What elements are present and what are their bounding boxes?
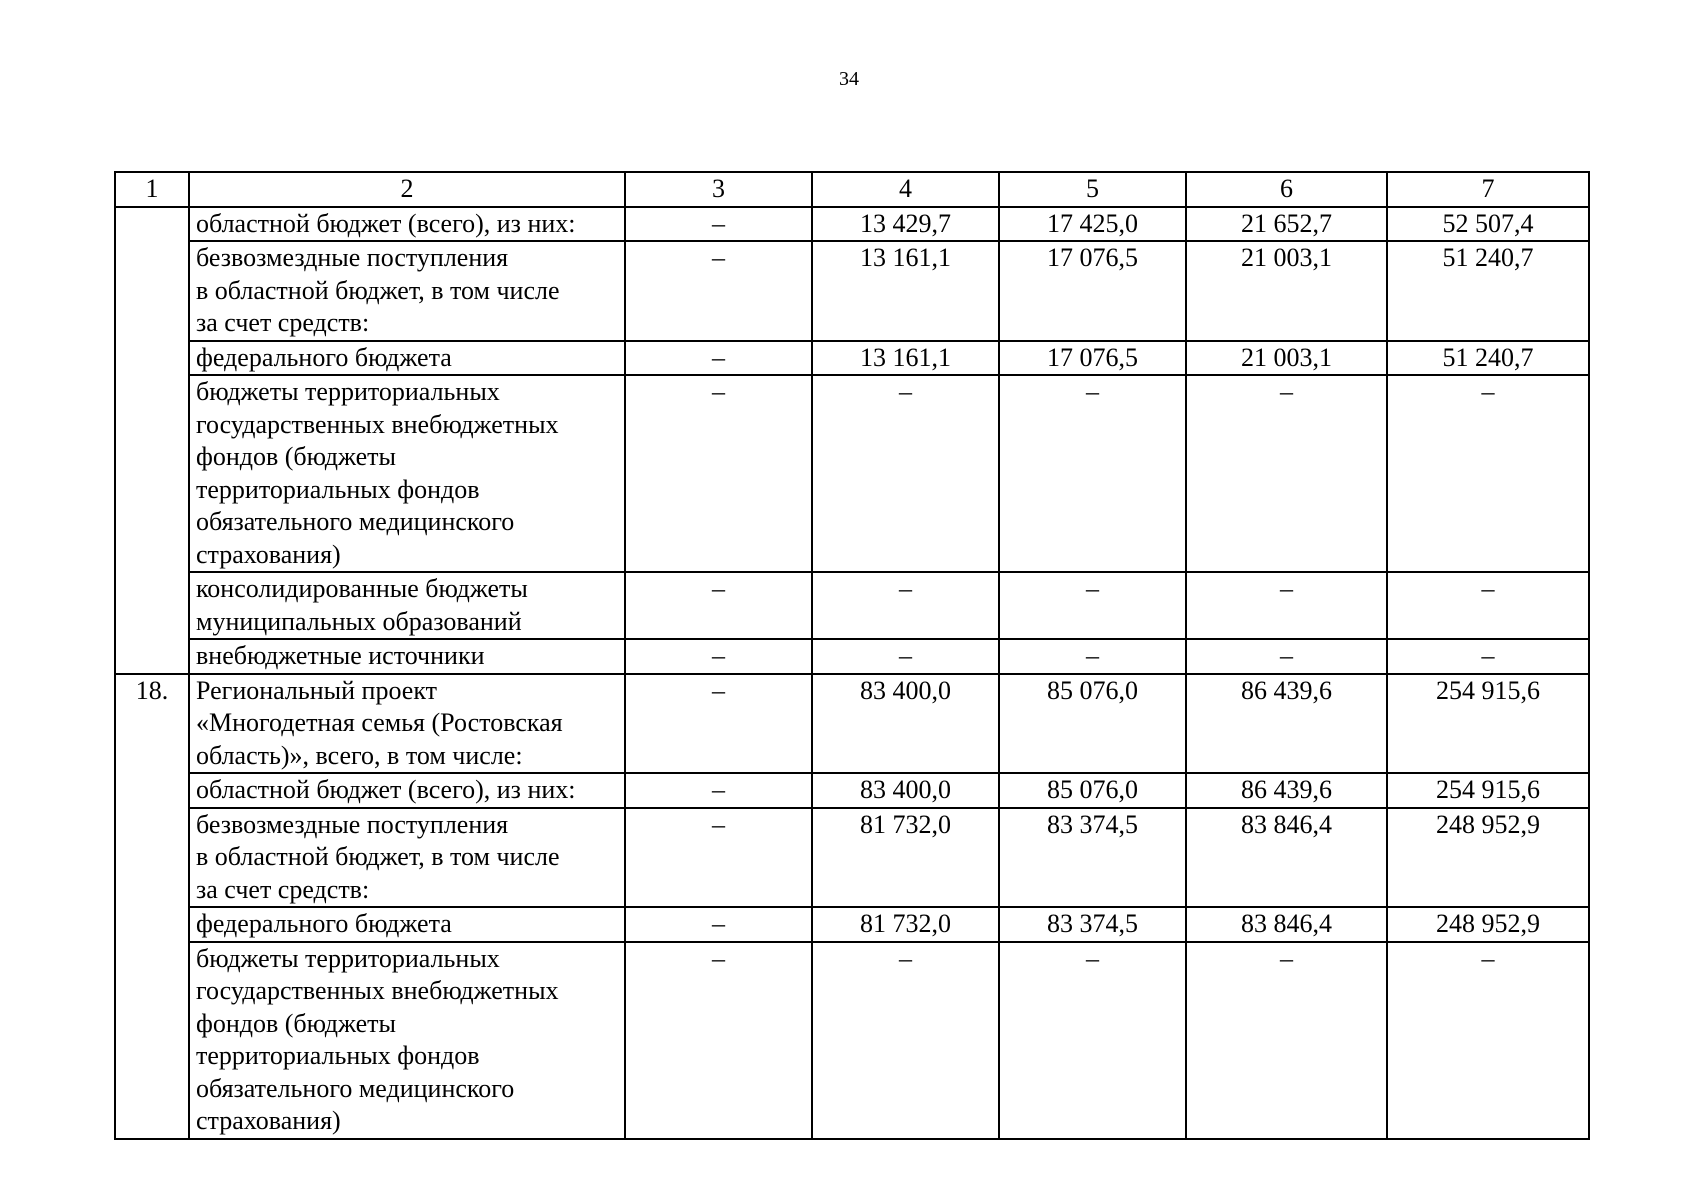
value-cell-4: –: [812, 572, 999, 639]
value-cell-7: 51 240,7: [1387, 341, 1589, 376]
row-description-cell: областной бюджет (всего), из них:: [189, 773, 625, 808]
value-cell-7: –: [1387, 572, 1589, 639]
row-index-cell: 18.: [115, 674, 189, 1139]
value-cell-4: –: [812, 942, 999, 1139]
value-cell-6: 83 846,4: [1186, 808, 1387, 908]
value-cell-3: –: [625, 907, 812, 942]
table-row: [115, 241, 1589, 341]
table-row: [115, 808, 1589, 908]
table-row: [115, 907, 1589, 942]
value-cell-5: 17 425,0: [999, 207, 1186, 242]
value-cell-5: 83 374,5: [999, 907, 1186, 942]
value-cell-5: 85 076,0: [999, 773, 1186, 808]
row-index-cell: [115, 207, 189, 674]
page-number: 34: [839, 68, 859, 90]
header-cell-1: 1: [115, 172, 189, 207]
value-cell-4: 83 400,0: [812, 674, 999, 774]
value-cell-7: –: [1387, 375, 1589, 572]
header-cell-3: 3: [625, 172, 812, 207]
table-row: [115, 375, 1589, 572]
header-cell-2: 2: [189, 172, 625, 207]
value-cell-7: 52 507,4: [1387, 207, 1589, 242]
table-row: [115, 207, 1589, 242]
table-header-row: [115, 172, 1589, 207]
value-cell-7: 254 915,6: [1387, 773, 1589, 808]
table-row: [115, 674, 1589, 774]
value-cell-7: 51 240,7: [1387, 241, 1589, 341]
value-cell-6: 86 439,6: [1186, 773, 1387, 808]
value-cell-5: 17 076,5: [999, 341, 1186, 376]
table-row: [115, 942, 1589, 1139]
value-cell-5: –: [999, 375, 1186, 572]
row-description-cell: внебюджетные источники: [189, 639, 625, 674]
value-cell-6: 86 439,6: [1186, 674, 1387, 774]
value-cell-3: –: [625, 375, 812, 572]
value-cell-7: –: [1387, 942, 1589, 1139]
budget-table: [114, 171, 1590, 1140]
value-cell-4: –: [812, 639, 999, 674]
value-cell-7: 254 915,6: [1387, 674, 1589, 774]
row-description-cell: безвозмездные поступления в областной бюджет, в том числе за счет средств:: [189, 808, 625, 908]
value-cell-6: –: [1186, 942, 1387, 1139]
value-cell-4: 83 400,0: [812, 773, 999, 808]
row-description-cell: бюджеты территориальных государственных внебюджетных фондов (бюджеты территориальных фондов обязательного медицинского страхования): [189, 375, 625, 572]
value-cell-4: –: [812, 375, 999, 572]
value-cell-7: 248 952,9: [1387, 808, 1589, 908]
value-cell-4: 81 732,0: [812, 808, 999, 908]
value-cell-6: –: [1186, 639, 1387, 674]
row-description-cell: Региональный проект «Многодетная семья (Ростовская область)», всего, в том числе:: [189, 674, 625, 774]
value-cell-5: –: [999, 942, 1186, 1139]
table-row: [115, 639, 1589, 674]
row-description-cell: бюджеты территориальных государственных внебюджетных фондов (бюджеты территориальных фондов обязательного медицинского страхования): [189, 942, 625, 1139]
table-row: [115, 341, 1589, 376]
value-cell-3: –: [625, 773, 812, 808]
value-cell-5: 17 076,5: [999, 241, 1186, 341]
row-description-cell: областной бюджет (всего), из них:: [189, 207, 625, 242]
value-cell-5: 83 374,5: [999, 808, 1186, 908]
value-cell-3: –: [625, 341, 812, 376]
value-cell-3: –: [625, 241, 812, 341]
value-cell-7: 248 952,9: [1387, 907, 1589, 942]
value-cell-6: 21 003,1: [1186, 341, 1387, 376]
value-cell-3: –: [625, 572, 812, 639]
header-cell-5: 5: [999, 172, 1186, 207]
value-cell-4: 13 429,7: [812, 207, 999, 242]
value-cell-5: –: [999, 639, 1186, 674]
value-cell-6: 83 846,4: [1186, 907, 1387, 942]
value-cell-4: 81 732,0: [812, 907, 999, 942]
row-description-cell: федерального бюджета: [189, 907, 625, 942]
table-row: [115, 572, 1589, 639]
table-row: [115, 773, 1589, 808]
value-cell-3: –: [625, 942, 812, 1139]
value-cell-6: –: [1186, 375, 1387, 572]
value-cell-6: –: [1186, 572, 1387, 639]
value-cell-6: 21 003,1: [1186, 241, 1387, 341]
value-cell-7: –: [1387, 639, 1589, 674]
value-cell-4: 13 161,1: [812, 241, 999, 341]
row-description-cell: консолидированные бюджеты муниципальных образований: [189, 572, 625, 639]
header-cell-7: 7: [1387, 172, 1589, 207]
value-cell-6: 21 652,7: [1186, 207, 1387, 242]
row-description-cell: федерального бюджета: [189, 341, 625, 376]
value-cell-3: –: [625, 674, 812, 774]
header-cell-4: 4: [812, 172, 999, 207]
value-cell-3: –: [625, 639, 812, 674]
row-description-cell: безвозмездные поступления в областной бюджет, в том числе за счет средств:: [189, 241, 625, 341]
value-cell-3: –: [625, 207, 812, 242]
value-cell-5: –: [999, 572, 1186, 639]
value-cell-5: 85 076,0: [999, 674, 1186, 774]
header-cell-6: 6: [1186, 172, 1387, 207]
value-cell-3: –: [625, 808, 812, 908]
value-cell-4: 13 161,1: [812, 341, 999, 376]
